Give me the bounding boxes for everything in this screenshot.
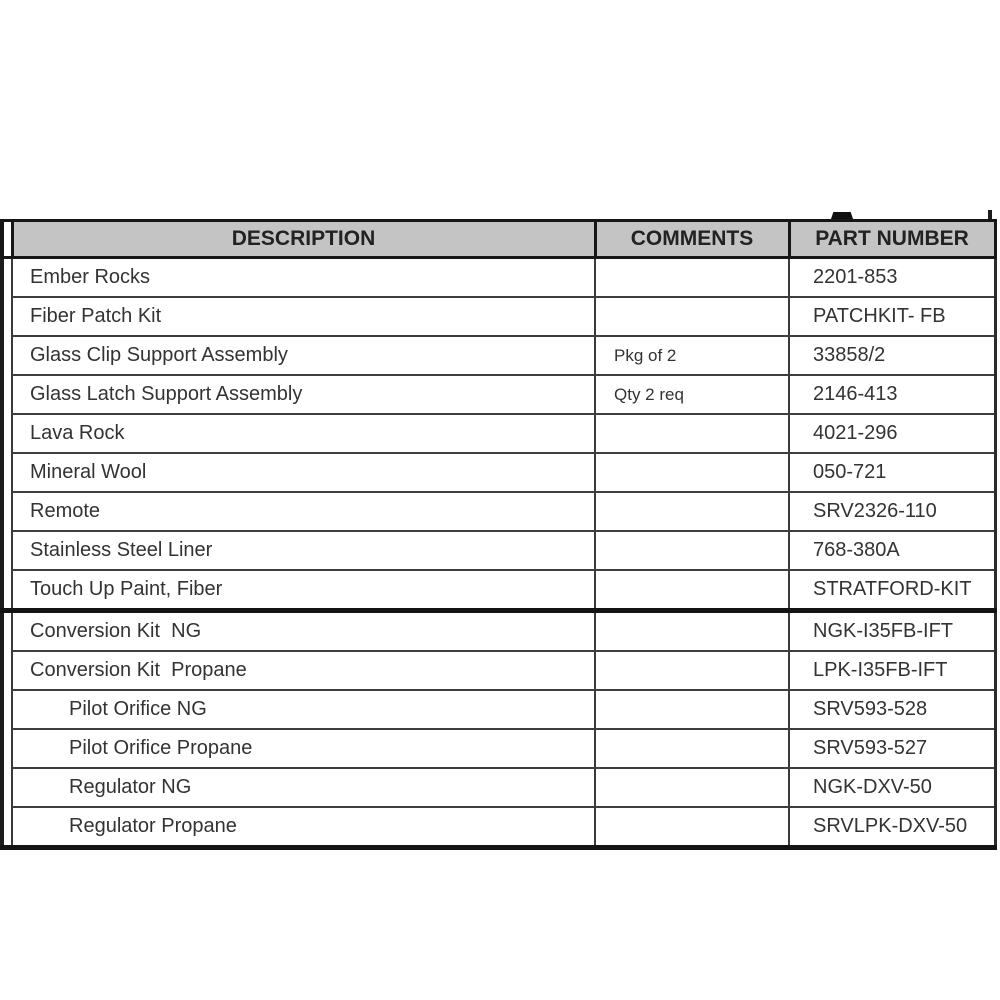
header-row (2, 221, 995, 258)
comments-cell (595, 414, 789, 453)
part-number-cell: STRATFORD-KIT (789, 570, 995, 611)
part-number-cell: SRV2326-110 (789, 492, 995, 531)
part-number-cell: 2201-853 (789, 258, 995, 298)
table-row (2, 258, 995, 298)
table-row (2, 768, 995, 807)
table-row (2, 651, 995, 690)
row-gutter-cell (2, 807, 12, 848)
row-gutter-cell (2, 570, 12, 611)
description-cell: Lava Rock (12, 414, 595, 453)
comments-cell (595, 690, 789, 729)
parts-table-header (2, 221, 995, 258)
comments-cell (595, 570, 789, 611)
description-cell: Ember Rocks (12, 258, 595, 298)
description-cell: Touch Up Paint, Fiber (12, 570, 595, 611)
row-gutter-cell (2, 414, 12, 453)
description-cell: Glass Clip Support Assembly (12, 336, 595, 375)
comments-cell (595, 768, 789, 807)
part-number-cell: SRV593-527 (789, 729, 995, 768)
part-number-cell: LPK-I35FB-IFT (789, 651, 995, 690)
table-row (2, 336, 995, 375)
column-header-part_number: PART NUMBER (789, 221, 995, 258)
part-number-cell: PATCHKIT- FB (789, 297, 995, 336)
row-gutter-cell (2, 531, 12, 570)
column-header-description: DESCRIPTION (12, 221, 595, 258)
row-gutter-cell (2, 258, 12, 298)
description-cell: Mineral Wool (12, 453, 595, 492)
table-row (2, 375, 995, 414)
row-gutter-cell (2, 690, 12, 729)
comments-cell (595, 807, 789, 848)
comments-cell: Pkg of 2 (595, 336, 789, 375)
table-row (2, 453, 995, 492)
description-cell: Conversion Kit Propane (12, 651, 595, 690)
table-row (2, 729, 995, 768)
table-row (2, 414, 995, 453)
comments-cell (595, 729, 789, 768)
column-header-comments: COMMENTS (595, 221, 789, 258)
row-gutter-cell (2, 611, 12, 652)
comments-cell: Qty 2 req (595, 375, 789, 414)
part-number-cell: NGK-I35FB-IFT (789, 611, 995, 652)
row-gutter-cell (2, 492, 12, 531)
table-row (2, 531, 995, 570)
part-number-cell: NGK-DXV-50 (789, 768, 995, 807)
row-gutter-cell (2, 297, 12, 336)
description-cell: Remote (12, 492, 595, 531)
table-row (2, 807, 995, 848)
row-gutter-cell (2, 336, 12, 375)
comments-cell (595, 297, 789, 336)
table-left-gutter (2, 221, 12, 258)
description-cell: Glass Latch Support Assembly (12, 375, 595, 414)
row-gutter-cell (2, 375, 12, 414)
comments-cell (595, 453, 789, 492)
parts-table-body (2, 258, 995, 848)
table-row (2, 297, 995, 336)
part-number-cell: 768-380A (789, 531, 995, 570)
row-gutter-cell (2, 453, 12, 492)
description-cell: Regulator Propane (12, 807, 595, 848)
description-cell: Regulator NG (12, 768, 595, 807)
description-cell: Stainless Steel Liner (12, 531, 595, 570)
part-number-cell: SRVLPK-DXV-50 (789, 807, 995, 848)
comments-cell (595, 258, 789, 298)
table-row (2, 690, 995, 729)
description-cell: Conversion Kit NG (12, 611, 595, 652)
row-gutter-cell (2, 768, 12, 807)
table-row (2, 492, 995, 531)
row-gutter-cell (2, 651, 12, 690)
parts-list-table (0, 219, 997, 850)
row-gutter-cell (2, 729, 12, 768)
part-number-cell: 050-721 (789, 453, 995, 492)
comments-cell (595, 611, 789, 652)
part-number-cell: 4021-296 (789, 414, 995, 453)
comments-cell (595, 651, 789, 690)
description-cell: Pilot Orifice Propane (12, 729, 595, 768)
part-number-cell: 33858/2 (789, 336, 995, 375)
comments-cell (595, 531, 789, 570)
description-cell: Fiber Patch Kit (12, 297, 595, 336)
part-number-cell: 2146-413 (789, 375, 995, 414)
description-cell: Pilot Orifice NG (12, 690, 595, 729)
part-number-cell: SRV593-528 (789, 690, 995, 729)
comments-cell (595, 492, 789, 531)
table-row (2, 611, 995, 652)
table-row (2, 570, 995, 611)
